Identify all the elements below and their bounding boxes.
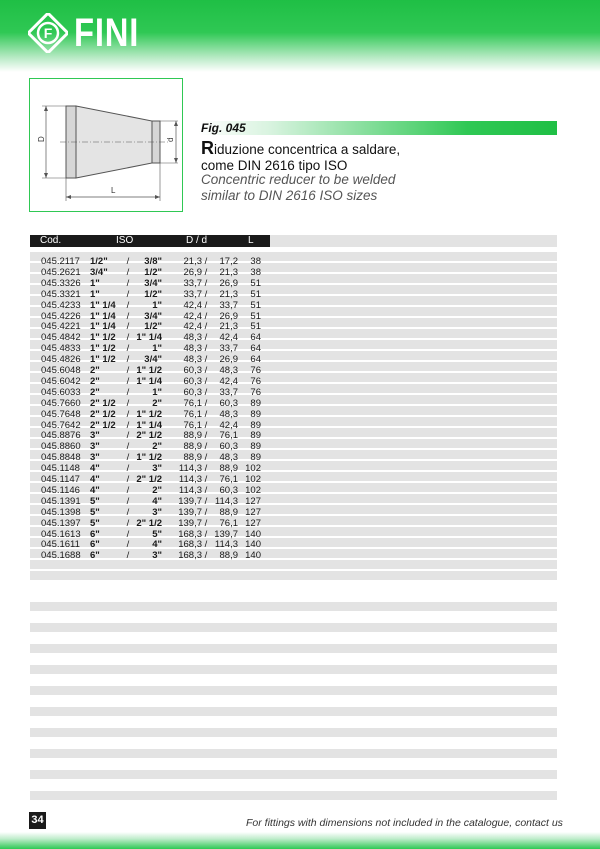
cell-inner-diameter: 42,4 — [219, 332, 238, 344]
table-row — [30, 530, 270, 540]
cell-code: 045.1391 — [41, 495, 81, 507]
cell-iso-small: 1" 1/2 — [136, 452, 162, 464]
figure-number: Fig. 045 — [201, 121, 246, 135]
table-stripe — [30, 749, 557, 758]
table-row — [30, 421, 270, 431]
table-row — [30, 301, 270, 311]
cell-outer-diameter: 139,7 — [178, 495, 202, 507]
cell-diameter-separator: / — [204, 365, 208, 376]
cell-iso-separator: / — [126, 288, 130, 300]
cell-iso-small: 1" 1/4 — [136, 375, 162, 387]
header-iso: ISO — [116, 235, 134, 246]
cell-iso-separator: / — [126, 550, 130, 562]
cell-diameter-separator: / — [204, 484, 208, 496]
cell-iso-small: 4" — [152, 495, 162, 507]
cell-diameter-separator: / — [204, 321, 208, 333]
cell-length: 51 — [250, 277, 261, 289]
table-row — [30, 519, 270, 529]
cell-inner-diameter: 76,1 — [219, 517, 238, 529]
cell-iso-small: 3/4" — [144, 310, 162, 322]
cell-code: 045.6048 — [41, 365, 81, 376]
cell-iso-separator: / — [126, 506, 130, 518]
cell-diameter-separator: / — [204, 386, 208, 398]
cell-inner-diameter: 42,4 — [219, 375, 238, 387]
cell-iso-separator: / — [126, 354, 130, 366]
cell-iso-large: 6" — [90, 539, 100, 551]
cell-diameter-separator: / — [204, 528, 208, 540]
cell-code: 045.2117 — [41, 256, 80, 267]
cell-iso-large: 3/4" — [90, 266, 108, 278]
cell-iso-small: 1" 1/4 — [136, 419, 162, 431]
table-row — [30, 442, 270, 452]
table-stripe — [30, 770, 557, 779]
brand-logo — [28, 12, 154, 54]
cell-outer-diameter: 26,9 — [183, 266, 202, 278]
cell-length: 89 — [250, 441, 261, 453]
cell-diameter-separator: / — [204, 452, 208, 464]
cell-iso-small: 2" 1/2 — [136, 430, 162, 442]
cell-iso-large: 4" — [90, 484, 100, 496]
cell-iso-separator: / — [126, 495, 130, 507]
cell-code: 045.7660 — [41, 397, 81, 409]
cell-inner-diameter: 21,3 — [219, 266, 238, 278]
cell-diameter-separator: / — [204, 332, 208, 344]
cell-outer-diameter: 42,4 — [183, 299, 202, 311]
cell-length: 76 — [250, 386, 261, 398]
cell-iso-small: 1/2" — [144, 321, 162, 333]
cell-iso-separator: / — [126, 463, 130, 475]
cell-diameter-separator: / — [204, 517, 208, 529]
cell-iso-separator: / — [126, 441, 130, 453]
cell-length: 127 — [245, 506, 261, 518]
title-it-initial: R — [201, 138, 214, 158]
cell-length: 51 — [250, 299, 261, 311]
table-row — [30, 540, 270, 550]
cell-diameter-separator: / — [204, 266, 208, 278]
cell-iso-separator: / — [126, 517, 130, 529]
cell-code: 045.1147 — [41, 474, 80, 485]
cell-length: 127 — [245, 517, 261, 529]
cell-diameter-separator: / — [204, 441, 208, 453]
cell-outer-diameter: 76,1 — [183, 408, 202, 420]
logo-letter: F — [43, 25, 53, 41]
reducer-drawing — [29, 78, 183, 212]
cell-code: 045.1148 — [41, 463, 80, 475]
cell-iso-separator: / — [126, 365, 130, 376]
cell-outer-diameter: 88,9 — [183, 441, 202, 453]
table-row — [30, 322, 270, 332]
table-row — [30, 410, 270, 420]
table-row — [30, 344, 270, 354]
cell-outer-diameter: 139,7 — [178, 517, 202, 529]
cell-inner-diameter: 26,9 — [219, 310, 238, 322]
cell-outer-diameter: 88,9 — [183, 430, 202, 442]
cell-code: 045.6042 — [41, 375, 81, 387]
cell-iso-separator: / — [126, 408, 130, 420]
cell-inner-diameter: 88,9 — [219, 550, 238, 562]
cell-outer-diameter: 76,1 — [183, 419, 202, 431]
cell-iso-small: 3/4" — [144, 277, 162, 289]
cell-code: 045.6033 — [41, 386, 81, 398]
table-stripe — [30, 791, 557, 800]
cell-iso-separator: / — [126, 332, 130, 344]
table-row — [30, 464, 270, 474]
cell-diameter-separator: / — [204, 408, 208, 420]
cell-code: 045.8848 — [41, 452, 81, 464]
figure-title-bar — [199, 121, 557, 135]
table-stripe — [30, 602, 557, 611]
cell-iso-separator: / — [126, 452, 130, 464]
cell-length: 140 — [245, 528, 261, 540]
cell-code: 045.1613 — [41, 528, 81, 540]
cell-iso-large: 3" — [90, 441, 100, 453]
header-code: Cod. — [40, 235, 62, 246]
cell-iso-large: 1" 1/4 — [90, 310, 116, 322]
cell-code: 045.3321 — [41, 288, 81, 300]
cell-code: 045.8876 — [41, 430, 81, 442]
cell-iso-large: 1" — [90, 288, 100, 300]
header-l: L — [248, 235, 254, 246]
cell-iso-large: 5" — [90, 506, 100, 518]
cell-diameter-separator: / — [204, 310, 208, 322]
cell-inner-diameter: 42,4 — [219, 419, 238, 431]
concentric-reducer-diagram — [30, 79, 184, 213]
fini-logo-icon — [28, 13, 68, 53]
cell-inner-diameter: 48,3 — [219, 365, 238, 376]
table-row — [30, 366, 270, 376]
cell-iso-small: 3/8" — [144, 256, 162, 267]
cell-iso-large: 2" — [90, 386, 100, 398]
cell-iso-large: 2" 1/2 — [90, 408, 116, 420]
dim-d-label: d — [166, 137, 175, 142]
cell-iso-small: 2" — [152, 484, 162, 496]
footer-note: For fittings with dimensions not included in the catalogue, contact us — [246, 817, 563, 829]
cell-iso-separator: / — [126, 310, 130, 322]
cell-outer-diameter: 48,3 — [183, 332, 202, 344]
cell-inner-diameter: 33,7 — [219, 343, 238, 355]
cell-code: 045.4233 — [41, 299, 81, 311]
table-stripe — [30, 665, 557, 674]
cell-code: 045.8860 — [41, 441, 81, 453]
cell-iso-large: 1" 1/2 — [90, 354, 116, 366]
cell-length: 64 — [250, 332, 261, 344]
cell-length: 38 — [250, 266, 261, 278]
cell-iso-large: 1" 1/2 — [90, 343, 116, 355]
cell-diameter-separator: / — [204, 354, 208, 366]
dim-D-label: D — [37, 136, 46, 142]
cell-iso-separator: / — [126, 321, 130, 333]
table-row — [30, 290, 270, 300]
cell-length: 89 — [250, 397, 261, 409]
title-english — [201, 172, 395, 204]
cell-iso-small: 1/2" — [144, 266, 162, 278]
cell-iso-small: 1" — [152, 386, 162, 398]
cell-inner-diameter: 26,9 — [219, 277, 238, 289]
cell-length: 89 — [250, 430, 261, 442]
cell-iso-large: 2" — [90, 365, 100, 376]
cell-code: 045.4833 — [41, 343, 81, 355]
table-row — [30, 333, 270, 343]
cell-inner-diameter: 114,3 — [214, 495, 238, 507]
table-row — [30, 377, 270, 387]
cell-iso-separator: / — [126, 430, 130, 442]
cell-code: 045.7642 — [41, 419, 81, 431]
cell-iso-large: 5" — [90, 517, 100, 529]
cell-iso-separator: / — [126, 474, 130, 485]
table-stripe — [30, 623, 557, 632]
table-row — [30, 497, 270, 507]
cell-code: 045.2621 — [41, 266, 81, 278]
cell-diameter-separator: / — [204, 288, 208, 300]
cell-iso-small: 2" 1/2 — [136, 474, 162, 485]
cell-length: 102 — [245, 463, 261, 475]
cell-inner-diameter: 17,2 — [219, 256, 238, 267]
cell-iso-small: 1" — [152, 343, 162, 355]
cell-diameter-separator: / — [204, 495, 208, 507]
cell-iso-large: 1" 1/4 — [90, 321, 116, 333]
table-row — [30, 551, 270, 561]
cell-outer-diameter: 48,3 — [183, 343, 202, 355]
cell-iso-large: 1" — [90, 277, 100, 289]
dim-L-label: L — [111, 186, 116, 195]
cell-length: 89 — [250, 452, 261, 464]
cell-inner-diameter: 33,7 — [219, 386, 238, 398]
cell-length: 64 — [250, 354, 261, 366]
cell-iso-large: 3" — [90, 452, 100, 464]
cell-inner-diameter: 114,3 — [214, 539, 238, 551]
cell-length: 51 — [250, 310, 261, 322]
title-en-line1: Concentric reducer to be welded — [201, 172, 396, 187]
table-row — [30, 257, 270, 267]
cell-diameter-separator: / — [204, 463, 208, 475]
table-row — [30, 355, 270, 365]
cell-inner-diameter: 60,3 — [219, 441, 238, 453]
cell-iso-small: 1" — [152, 299, 162, 311]
cell-inner-diameter: 48,3 — [219, 408, 238, 420]
cell-inner-diameter: 76,1 — [219, 430, 238, 442]
cell-diameter-separator: / — [204, 277, 208, 289]
cell-iso-separator: / — [126, 386, 130, 398]
table-stripe — [30, 644, 557, 653]
table-row — [30, 475, 270, 485]
cell-outer-diameter: 42,4 — [183, 321, 202, 333]
page-number: 34 — [29, 812, 46, 829]
title-en-line2: similar to DIN 2616 ISO sizes — [201, 188, 378, 203]
cell-iso-large: 1" 1/2 — [90, 332, 116, 344]
table-stripe — [30, 686, 557, 695]
cell-diameter-separator: / — [204, 299, 208, 311]
table-stripe — [30, 728, 557, 737]
cell-iso-large: 1/2" — [90, 256, 108, 267]
cell-iso-large: 4" — [90, 463, 100, 475]
cell-length: 51 — [250, 321, 261, 333]
table-stripe — [30, 560, 557, 569]
cell-code: 045.1397 — [41, 517, 81, 529]
cell-iso-small: 2" — [152, 397, 162, 409]
footer-band — [0, 832, 600, 849]
cell-outer-diameter: 114,3 — [178, 463, 202, 475]
cell-inner-diameter: 26,9 — [219, 354, 238, 366]
cell-code: 045.1611 — [41, 539, 80, 551]
table-header — [30, 235, 270, 247]
cell-iso-small: 1" 1/2 — [136, 408, 162, 420]
cell-outer-diameter: 88,9 — [183, 452, 202, 464]
table-row — [30, 312, 270, 322]
cell-outer-diameter: 139,7 — [178, 506, 202, 518]
cell-iso-separator: / — [126, 343, 130, 355]
cell-diameter-separator: / — [204, 430, 208, 442]
cell-inner-diameter: 88,9 — [219, 463, 238, 475]
cell-iso-small: 3" — [152, 506, 162, 518]
cell-iso-small: 4" — [152, 539, 162, 551]
cell-outer-diameter: 60,3 — [183, 375, 202, 387]
cell-iso-separator: / — [126, 256, 130, 267]
cell-iso-large: 6" — [90, 550, 100, 562]
cell-length: 51 — [250, 288, 261, 300]
cell-iso-small: 3/4" — [144, 354, 162, 366]
cell-iso-separator: / — [126, 299, 130, 311]
cell-diameter-separator: / — [204, 539, 208, 551]
table-row — [30, 388, 270, 398]
cell-iso-large: 4" — [90, 474, 100, 485]
cell-diameter-separator: / — [204, 419, 208, 431]
cell-diameter-separator: / — [204, 256, 208, 267]
cell-iso-separator: / — [126, 266, 130, 278]
cell-outer-diameter: 60,3 — [183, 386, 202, 398]
cell-outer-diameter: 168,3 — [178, 550, 202, 562]
title-italian — [201, 140, 400, 174]
cell-length: 38 — [250, 256, 261, 267]
title-it-rest: iduzione concentrica a saldare, — [214, 142, 401, 157]
cell-iso-large: 1" 1/4 — [90, 299, 116, 311]
table-row — [30, 453, 270, 463]
cell-length: 64 — [250, 343, 261, 355]
cell-iso-small: 3" — [152, 463, 162, 475]
cell-outer-diameter: 33,7 — [183, 288, 202, 300]
cell-iso-separator: / — [126, 484, 130, 496]
cell-iso-large: 2" 1/2 — [90, 397, 116, 409]
cell-iso-small: 1" 1/4 — [136, 332, 162, 344]
title-it-line2: come DIN 2616 tipo ISO — [201, 158, 348, 173]
brand-name: FINI — [74, 11, 140, 55]
cell-iso-large: 2" — [90, 375, 100, 387]
table-row — [30, 268, 270, 278]
cell-code: 045.4842 — [41, 332, 81, 344]
table-row — [30, 279, 270, 289]
cell-diameter-separator: / — [204, 550, 208, 562]
cell-inner-diameter: 88,9 — [219, 506, 238, 518]
cell-iso-large: 3" — [90, 430, 100, 442]
cell-iso-separator: / — [126, 528, 130, 540]
cell-outer-diameter: 60,3 — [183, 365, 202, 376]
cell-outer-diameter: 48,3 — [183, 354, 202, 366]
cell-inner-diameter: 21,3 — [219, 288, 238, 300]
cell-code: 045.3326 — [41, 277, 81, 289]
cell-outer-diameter: 114,3 — [178, 484, 202, 496]
cell-length: 127 — [245, 495, 261, 507]
cell-diameter-separator: / — [204, 375, 208, 387]
cell-length: 102 — [245, 474, 261, 485]
header-dd: D / d — [186, 235, 208, 246]
table-header-extension — [270, 235, 557, 247]
cell-code: 045.7648 — [41, 408, 81, 420]
cell-iso-separator: / — [126, 375, 130, 387]
table-row — [30, 399, 270, 409]
cell-iso-separator: / — [126, 539, 130, 551]
table-stripe — [30, 571, 557, 580]
table-row — [30, 508, 270, 518]
cell-iso-small: 3" — [152, 550, 162, 562]
cell-code: 045.1688 — [41, 550, 81, 562]
cell-inner-diameter: 60,3 — [219, 397, 238, 409]
cell-length: 76 — [250, 375, 261, 387]
cell-diameter-separator: / — [204, 343, 208, 355]
cell-code: 045.4226 — [41, 310, 81, 322]
cell-outer-diameter: 76,1 — [183, 397, 202, 409]
table-stripe — [30, 707, 557, 716]
cell-length: 102 — [245, 484, 261, 496]
cell-iso-small: 1/2" — [144, 288, 162, 300]
cell-diameter-separator: / — [204, 506, 208, 518]
cell-outer-diameter: 114,3 — [178, 474, 202, 485]
cell-inner-diameter: 21,3 — [219, 321, 238, 333]
cell-iso-small: 2" — [152, 441, 162, 453]
cell-length: 140 — [245, 550, 261, 562]
cell-length: 89 — [250, 408, 261, 420]
cell-iso-small: 5" — [152, 528, 162, 540]
cell-iso-large: 5" — [90, 495, 100, 507]
cell-inner-diameter: 48,3 — [219, 452, 238, 464]
cell-outer-diameter: 168,3 — [178, 528, 202, 540]
cell-inner-diameter: 60,3 — [219, 484, 238, 496]
cell-inner-diameter: 33,7 — [219, 299, 238, 311]
cell-length: 89 — [250, 419, 261, 431]
cell-diameter-separator: / — [204, 474, 208, 485]
cell-iso-separator: / — [126, 277, 130, 289]
table-row — [30, 486, 270, 496]
cell-length: 76 — [250, 365, 261, 376]
cell-diameter-separator: / — [204, 397, 208, 409]
table-row — [30, 431, 270, 441]
cell-outer-diameter: 168,3 — [178, 539, 202, 551]
cell-iso-small: 2" 1/2 — [136, 517, 162, 529]
cell-outer-diameter: 33,7 — [183, 277, 202, 289]
cell-outer-diameter: 42,4 — [183, 310, 202, 322]
cell-inner-diameter: 76,1 — [219, 474, 238, 485]
cell-outer-diameter: 21,3 — [183, 256, 202, 267]
cell-length: 140 — [245, 539, 261, 551]
cell-inner-diameter: 139,7 — [214, 528, 238, 540]
cell-iso-large: 6" — [90, 528, 100, 540]
cell-iso-separator: / — [126, 397, 130, 409]
cell-iso-separator: / — [126, 419, 130, 431]
cell-iso-small: 1" 1/2 — [136, 365, 162, 376]
cell-code: 045.1146 — [41, 484, 80, 496]
cell-code: 045.1398 — [41, 506, 81, 518]
cell-code: 045.4826 — [41, 354, 81, 366]
cell-code: 045.4221 — [41, 321, 81, 333]
cell-iso-large: 2" 1/2 — [90, 419, 116, 431]
